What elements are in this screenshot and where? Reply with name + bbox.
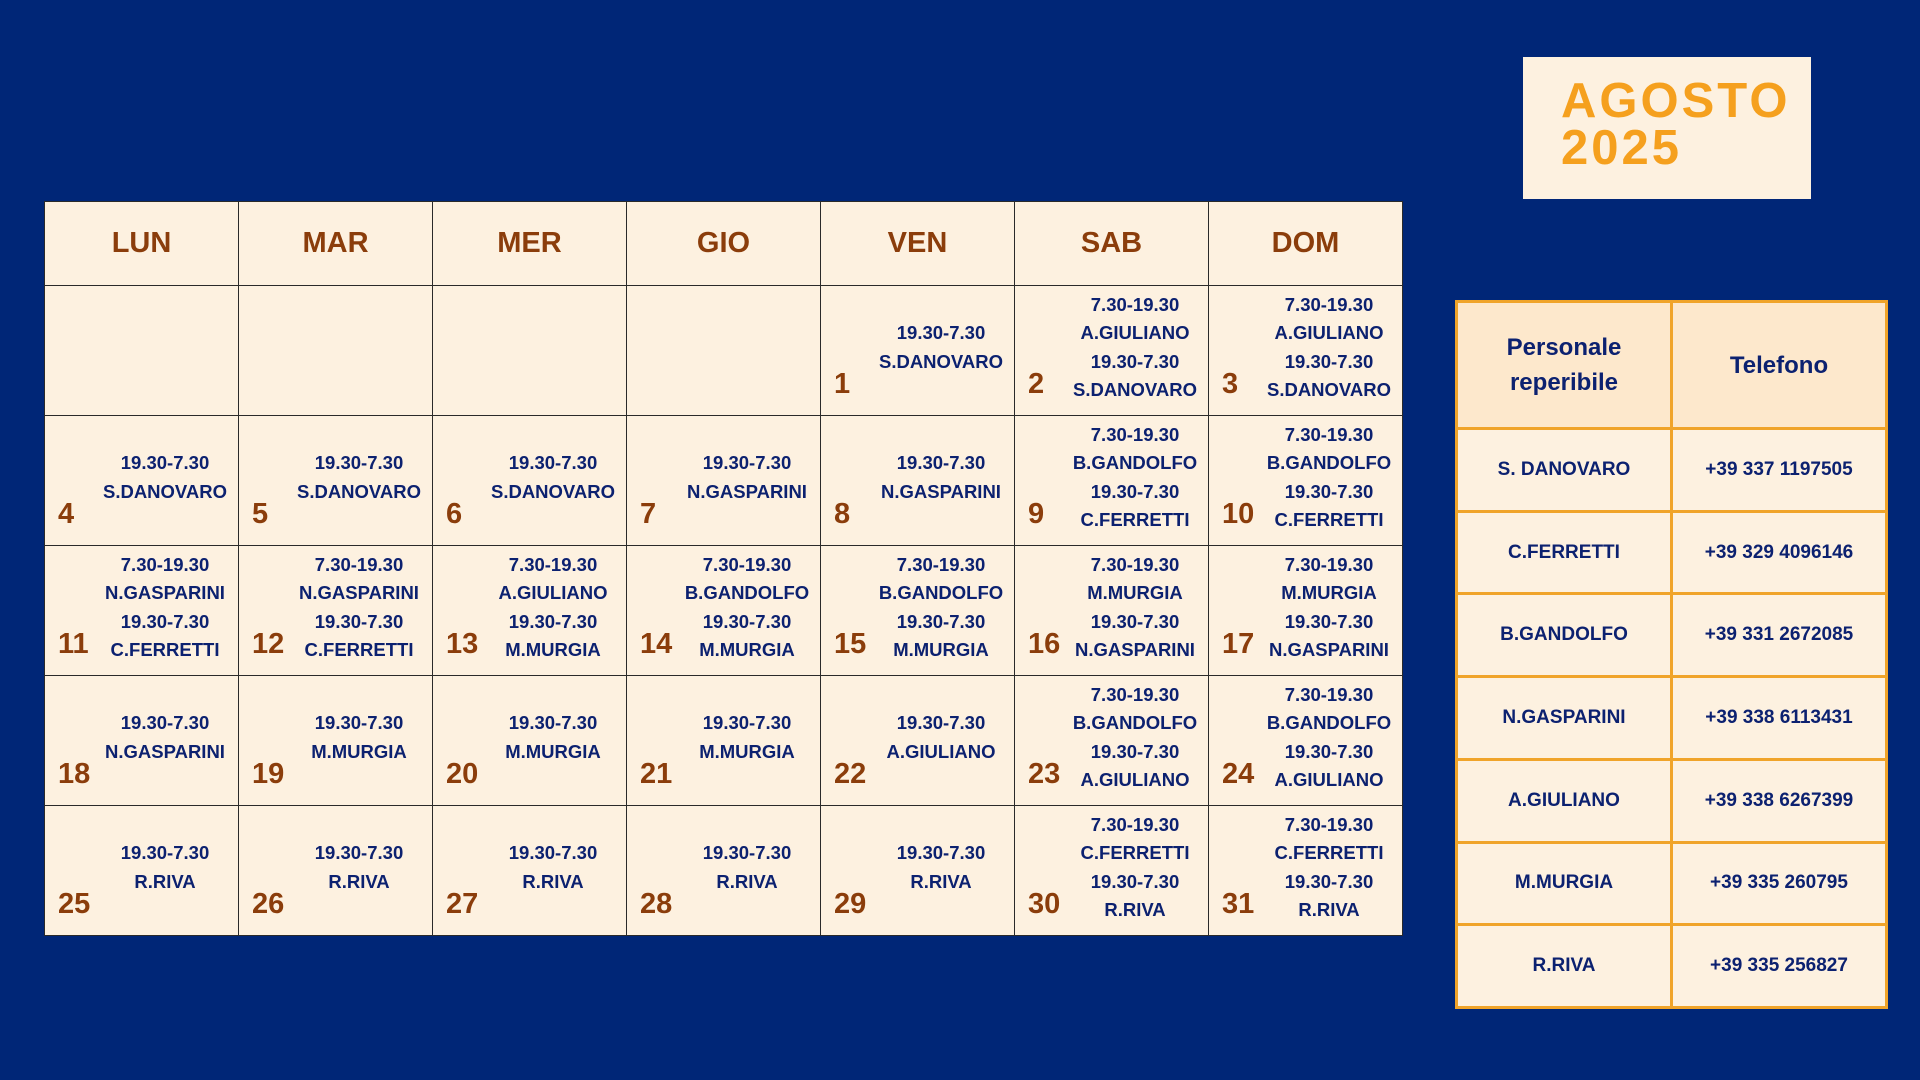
shift-staff: B.GANDOLFO	[1072, 712, 1198, 733]
shift-time: 7.30-19.30	[314, 553, 404, 575]
day-number: 16	[1028, 628, 1061, 660]
day-number: 4	[58, 498, 75, 530]
shift-list	[1062, 676, 1208, 799]
weekday-header: SAB	[1015, 202, 1209, 286]
shift-staff: M.MURGIA	[1281, 582, 1377, 603]
day-cell	[821, 416, 1015, 546]
shift-time: 19.30-7.30	[1090, 480, 1180, 502]
shift-staff: B.GANDOLFO	[878, 582, 1004, 603]
shift-time: 19.30-7.30	[508, 712, 598, 733]
weekday-header: DOM	[1209, 202, 1403, 286]
shift-time: 19.30-7.30	[508, 610, 598, 632]
shift-time: 19.30-7.30	[1284, 740, 1374, 762]
shift-staff: N.GASPARINI	[105, 740, 225, 762]
staff-name: B.GANDOLFO	[1457, 594, 1672, 677]
shift-staff: N.GASPARINI	[687, 480, 807, 502]
day-number: 2	[1028, 368, 1045, 400]
phone-number: +39 335 260795	[1672, 842, 1887, 925]
on-call-contacts-table	[1455, 300, 1888, 1009]
shift-list	[674, 806, 820, 929]
day-cell	[627, 806, 821, 936]
shift-time: 7.30-19.30	[896, 553, 986, 575]
day-number: 9	[1028, 498, 1045, 530]
day-number: 26	[252, 888, 285, 920]
shift-time: 19.30-7.30	[1284, 480, 1374, 502]
day-cell	[45, 806, 239, 936]
contact-row	[1457, 511, 1887, 594]
day-number: 17	[1222, 628, 1255, 660]
day-cell	[239, 416, 433, 546]
shift-staff: B.GANDOLFO	[1072, 452, 1198, 473]
day-number: 27	[446, 888, 479, 920]
shift-time: 19.30-7.30	[314, 452, 404, 473]
shift-time: 19.30-7.30	[1284, 610, 1374, 632]
shift-time: 19.30-7.30	[896, 322, 986, 343]
day-cell	[1209, 286, 1403, 416]
month-title	[1523, 57, 1811, 199]
shift-time: 19.30-7.30	[120, 712, 210, 733]
shift-list	[1256, 286, 1402, 409]
shift-staff: R.RIVA	[328, 870, 390, 892]
day-cell	[1015, 806, 1209, 936]
year: 2025	[1561, 121, 1683, 175]
shift-list	[1256, 806, 1402, 929]
shift-staff: B.GANDOLFO	[684, 582, 810, 603]
shift-time: 7.30-19.30	[120, 553, 210, 575]
shift-staff: S.DANOVARO	[296, 480, 422, 502]
shift-list	[480, 806, 626, 929]
staff-name: N.GASPARINI	[1457, 677, 1672, 760]
weekday-header: MER	[433, 202, 627, 286]
shift-time: 7.30-19.30	[508, 553, 598, 575]
day-cell	[45, 676, 239, 806]
shift-list	[1256, 416, 1402, 539]
day-cell	[821, 546, 1015, 676]
month-name: AGOSTO	[1561, 74, 1791, 128]
shift-time: 19.30-7.30	[896, 452, 986, 473]
shift-staff: R.RIVA	[134, 870, 196, 892]
shift-list	[1256, 546, 1402, 669]
shift-time: 7.30-19.30	[1284, 553, 1374, 575]
contact-row	[1457, 429, 1887, 512]
shift-list	[92, 416, 238, 539]
day-cell	[627, 416, 821, 546]
day-cell	[239, 546, 433, 676]
shift-time: 19.30-7.30	[702, 452, 792, 473]
day-cell	[821, 286, 1015, 416]
shift-time: 19.30-7.30	[314, 610, 404, 632]
day-cell	[1015, 416, 1209, 546]
day-number: 1	[834, 368, 851, 400]
contact-row	[1457, 677, 1887, 760]
shift-list	[92, 676, 238, 799]
phone-column-header: Telefono	[1672, 302, 1887, 429]
shift-list	[868, 546, 1014, 669]
shift-list	[868, 676, 1014, 799]
shift-time: 7.30-19.30	[1284, 423, 1374, 445]
shift-staff: M.MURGIA	[505, 639, 601, 660]
shift-time: 7.30-19.30	[1090, 293, 1180, 315]
shift-staff: M.MURGIA	[311, 740, 407, 762]
shift-list	[1062, 546, 1208, 669]
week-row	[45, 546, 1403, 676]
shift-staff: S.DANOVARO	[490, 480, 616, 502]
day-cell	[433, 546, 627, 676]
shift-staff: S.DANOVARO	[1266, 379, 1392, 400]
shift-staff: M.MURGIA	[505, 740, 601, 762]
day-number: 30	[1028, 888, 1061, 920]
day-cell	[1209, 546, 1403, 676]
empty-day-cell	[239, 286, 433, 416]
empty-day-cell	[45, 286, 239, 416]
shift-list	[868, 416, 1014, 539]
shift-time: 7.30-19.30	[1090, 813, 1180, 835]
shift-staff: A.GIULIANO	[1080, 769, 1190, 790]
shift-list	[1062, 286, 1208, 409]
week-row	[45, 676, 1403, 806]
shift-staff: A.GIULIANO	[886, 740, 996, 762]
weekday-header: GIO	[627, 202, 821, 286]
empty-day-cell	[433, 286, 627, 416]
shift-time: 19.30-7.30	[1284, 350, 1374, 372]
shift-time: 7.30-19.30	[1284, 293, 1374, 315]
shift-time: 7.30-19.30	[1284, 813, 1374, 835]
shift-list	[674, 546, 820, 669]
shift-list	[480, 546, 626, 669]
shift-staff: C.FERRETTI	[1080, 509, 1190, 530]
staff-name: A.GIULIANO	[1457, 759, 1672, 842]
weekday-header: LUN	[45, 202, 239, 286]
day-cell	[45, 416, 239, 546]
shift-staff: N.GASPARINI	[1075, 639, 1195, 660]
phone-number: +39 329 4096146	[1672, 511, 1887, 594]
shift-list	[92, 806, 238, 929]
shift-time: 7.30-19.30	[702, 553, 792, 575]
shift-staff: C.FERRETTI	[110, 639, 220, 660]
day-number: 5	[252, 498, 269, 530]
shift-staff: N.GASPARINI	[299, 582, 419, 603]
shift-staff: R.RIVA	[522, 870, 584, 892]
day-cell	[239, 806, 433, 936]
day-number: 11	[58, 628, 89, 660]
shift-time: 7.30-19.30	[1090, 553, 1180, 575]
day-cell	[1209, 806, 1403, 936]
shift-list	[286, 416, 432, 539]
day-number: 23	[1028, 758, 1061, 790]
shift-list	[1256, 676, 1402, 799]
shift-staff: A.GIULIANO	[1274, 322, 1384, 343]
shift-list	[286, 676, 432, 799]
shift-time: 19.30-7.30	[314, 842, 404, 863]
staff-name: C.FERRETTI	[1457, 511, 1672, 594]
shift-time: 7.30-19.30	[1090, 683, 1180, 705]
shift-staff: R.RIVA	[1298, 899, 1360, 920]
shift-staff: M.MURGIA	[893, 639, 989, 660]
day-number: 20	[446, 758, 479, 790]
weekday-header-row	[45, 202, 1403, 286]
day-number: 29	[834, 888, 867, 920]
shift-list	[286, 806, 432, 929]
shift-staff: R.RIVA	[1104, 899, 1166, 920]
day-cell	[1015, 286, 1209, 416]
day-number: 13	[446, 628, 479, 660]
shift-list	[92, 546, 238, 669]
week-row	[45, 286, 1403, 416]
day-cell	[821, 676, 1015, 806]
shift-time: 19.30-7.30	[702, 712, 792, 733]
day-number: 28	[640, 888, 673, 920]
shift-staff: C.FERRETTI	[1274, 842, 1384, 863]
shift-time: 19.30-7.30	[1090, 350, 1180, 372]
shift-list	[1062, 806, 1208, 929]
week-row	[45, 806, 1403, 936]
day-number: 3	[1222, 368, 1239, 400]
day-cell	[1209, 416, 1403, 546]
weekday-header: VEN	[821, 202, 1015, 286]
shift-staff: S.DANOVARO	[1072, 379, 1198, 400]
staff-column-header: Personale reperibile	[1457, 302, 1672, 429]
phone-number: +39 337 1197505	[1672, 429, 1887, 512]
day-number: 25	[58, 888, 91, 920]
day-number: 21	[640, 758, 673, 790]
shift-list	[868, 806, 1014, 929]
shift-time: 19.30-7.30	[896, 610, 986, 632]
shift-staff: C.FERRETTI	[304, 639, 414, 660]
day-cell	[433, 676, 627, 806]
shift-time: 19.30-7.30	[1090, 610, 1180, 632]
shift-time: 19.30-7.30	[120, 842, 210, 863]
shift-time: 7.30-19.30	[1284, 683, 1374, 705]
shift-staff: A.GIULIANO	[1080, 322, 1190, 343]
phone-number: +39 338 6267399	[1672, 759, 1887, 842]
day-number: 6	[446, 498, 463, 530]
shift-staff: N.GASPARINI	[105, 582, 225, 603]
contact-row	[1457, 759, 1887, 842]
shift-staff: S.DANOVARO	[878, 350, 1004, 372]
shift-list	[480, 416, 626, 539]
day-cell	[1209, 676, 1403, 806]
shift-staff: C.FERRETTI	[1274, 509, 1384, 530]
day-number: 10	[1222, 498, 1255, 530]
shift-staff: B.GANDOLFO	[1266, 712, 1392, 733]
shift-list	[674, 676, 820, 799]
phone-number: +39 331 2672085	[1672, 594, 1887, 677]
shift-staff: A.GIULIANO	[498, 582, 608, 603]
day-cell	[627, 546, 821, 676]
day-cell	[433, 416, 627, 546]
shift-staff: B.GANDOLFO	[1266, 452, 1392, 473]
shift-staff: R.RIVA	[910, 870, 972, 892]
day-number: 15	[834, 628, 867, 660]
contact-row	[1457, 925, 1887, 1008]
shift-time: 19.30-7.30	[508, 842, 598, 863]
staff-name: R.RIVA	[1457, 925, 1672, 1008]
shift-time: 19.30-7.30	[120, 610, 210, 632]
day-cell	[821, 806, 1015, 936]
shift-list	[1062, 416, 1208, 539]
day-cell	[433, 806, 627, 936]
day-number: 12	[252, 628, 285, 660]
contact-row	[1457, 594, 1887, 677]
shift-time: 19.30-7.30	[896, 712, 986, 733]
contact-row	[1457, 842, 1887, 925]
empty-day-cell	[627, 286, 821, 416]
shift-time: 19.30-7.30	[702, 842, 792, 863]
shift-staff: N.GASPARINI	[881, 480, 1001, 502]
day-cell	[1015, 546, 1209, 676]
staff-name: M.MURGIA	[1457, 842, 1672, 925]
shift-list	[286, 546, 432, 669]
day-cell	[45, 546, 239, 676]
shift-time: 19.30-7.30	[702, 610, 792, 632]
weekday-header: MAR	[239, 202, 433, 286]
day-cell	[239, 676, 433, 806]
shift-time: 19.30-7.30	[314, 712, 404, 733]
shift-time: 7.30-19.30	[1090, 423, 1180, 445]
shift-staff: M.MURGIA	[699, 639, 795, 660]
shift-staff: M.MURGIA	[699, 740, 795, 762]
phone-number: +39 335 256827	[1672, 925, 1887, 1008]
shift-list	[480, 676, 626, 799]
shift-time: 19.30-7.30	[1090, 740, 1180, 762]
shift-staff: C.FERRETTI	[1080, 842, 1190, 863]
shift-calendar	[44, 201, 1403, 936]
shift-staff: A.GIULIANO	[1274, 769, 1384, 790]
day-number: 7	[640, 498, 657, 530]
shift-staff: S.DANOVARO	[102, 480, 228, 502]
contacts-header-row	[1457, 302, 1887, 429]
day-cell	[627, 676, 821, 806]
shift-time: 19.30-7.30	[896, 842, 986, 863]
shift-time: 19.30-7.30	[1090, 870, 1180, 892]
shift-staff: M.MURGIA	[1087, 582, 1183, 603]
day-number: 24	[1222, 758, 1255, 790]
day-number: 8	[834, 498, 851, 530]
day-number: 18	[58, 758, 91, 790]
shift-time: 19.30-7.30	[1284, 870, 1374, 892]
shift-staff: R.RIVA	[716, 870, 778, 892]
shift-time: 19.30-7.30	[508, 452, 598, 473]
staff-name: S. DANOVARO	[1457, 429, 1672, 512]
week-row	[45, 416, 1403, 546]
day-number: 31	[1222, 888, 1255, 920]
shift-staff: N.GASPARINI	[1269, 639, 1389, 660]
day-number: 19	[252, 758, 285, 790]
shift-list	[674, 416, 820, 539]
shift-time: 19.30-7.30	[120, 452, 210, 473]
phone-number: +39 338 6113431	[1672, 677, 1887, 760]
day-number: 14	[640, 628, 673, 660]
shift-list	[868, 286, 1014, 409]
day-number: 22	[834, 758, 867, 790]
day-cell	[1015, 676, 1209, 806]
